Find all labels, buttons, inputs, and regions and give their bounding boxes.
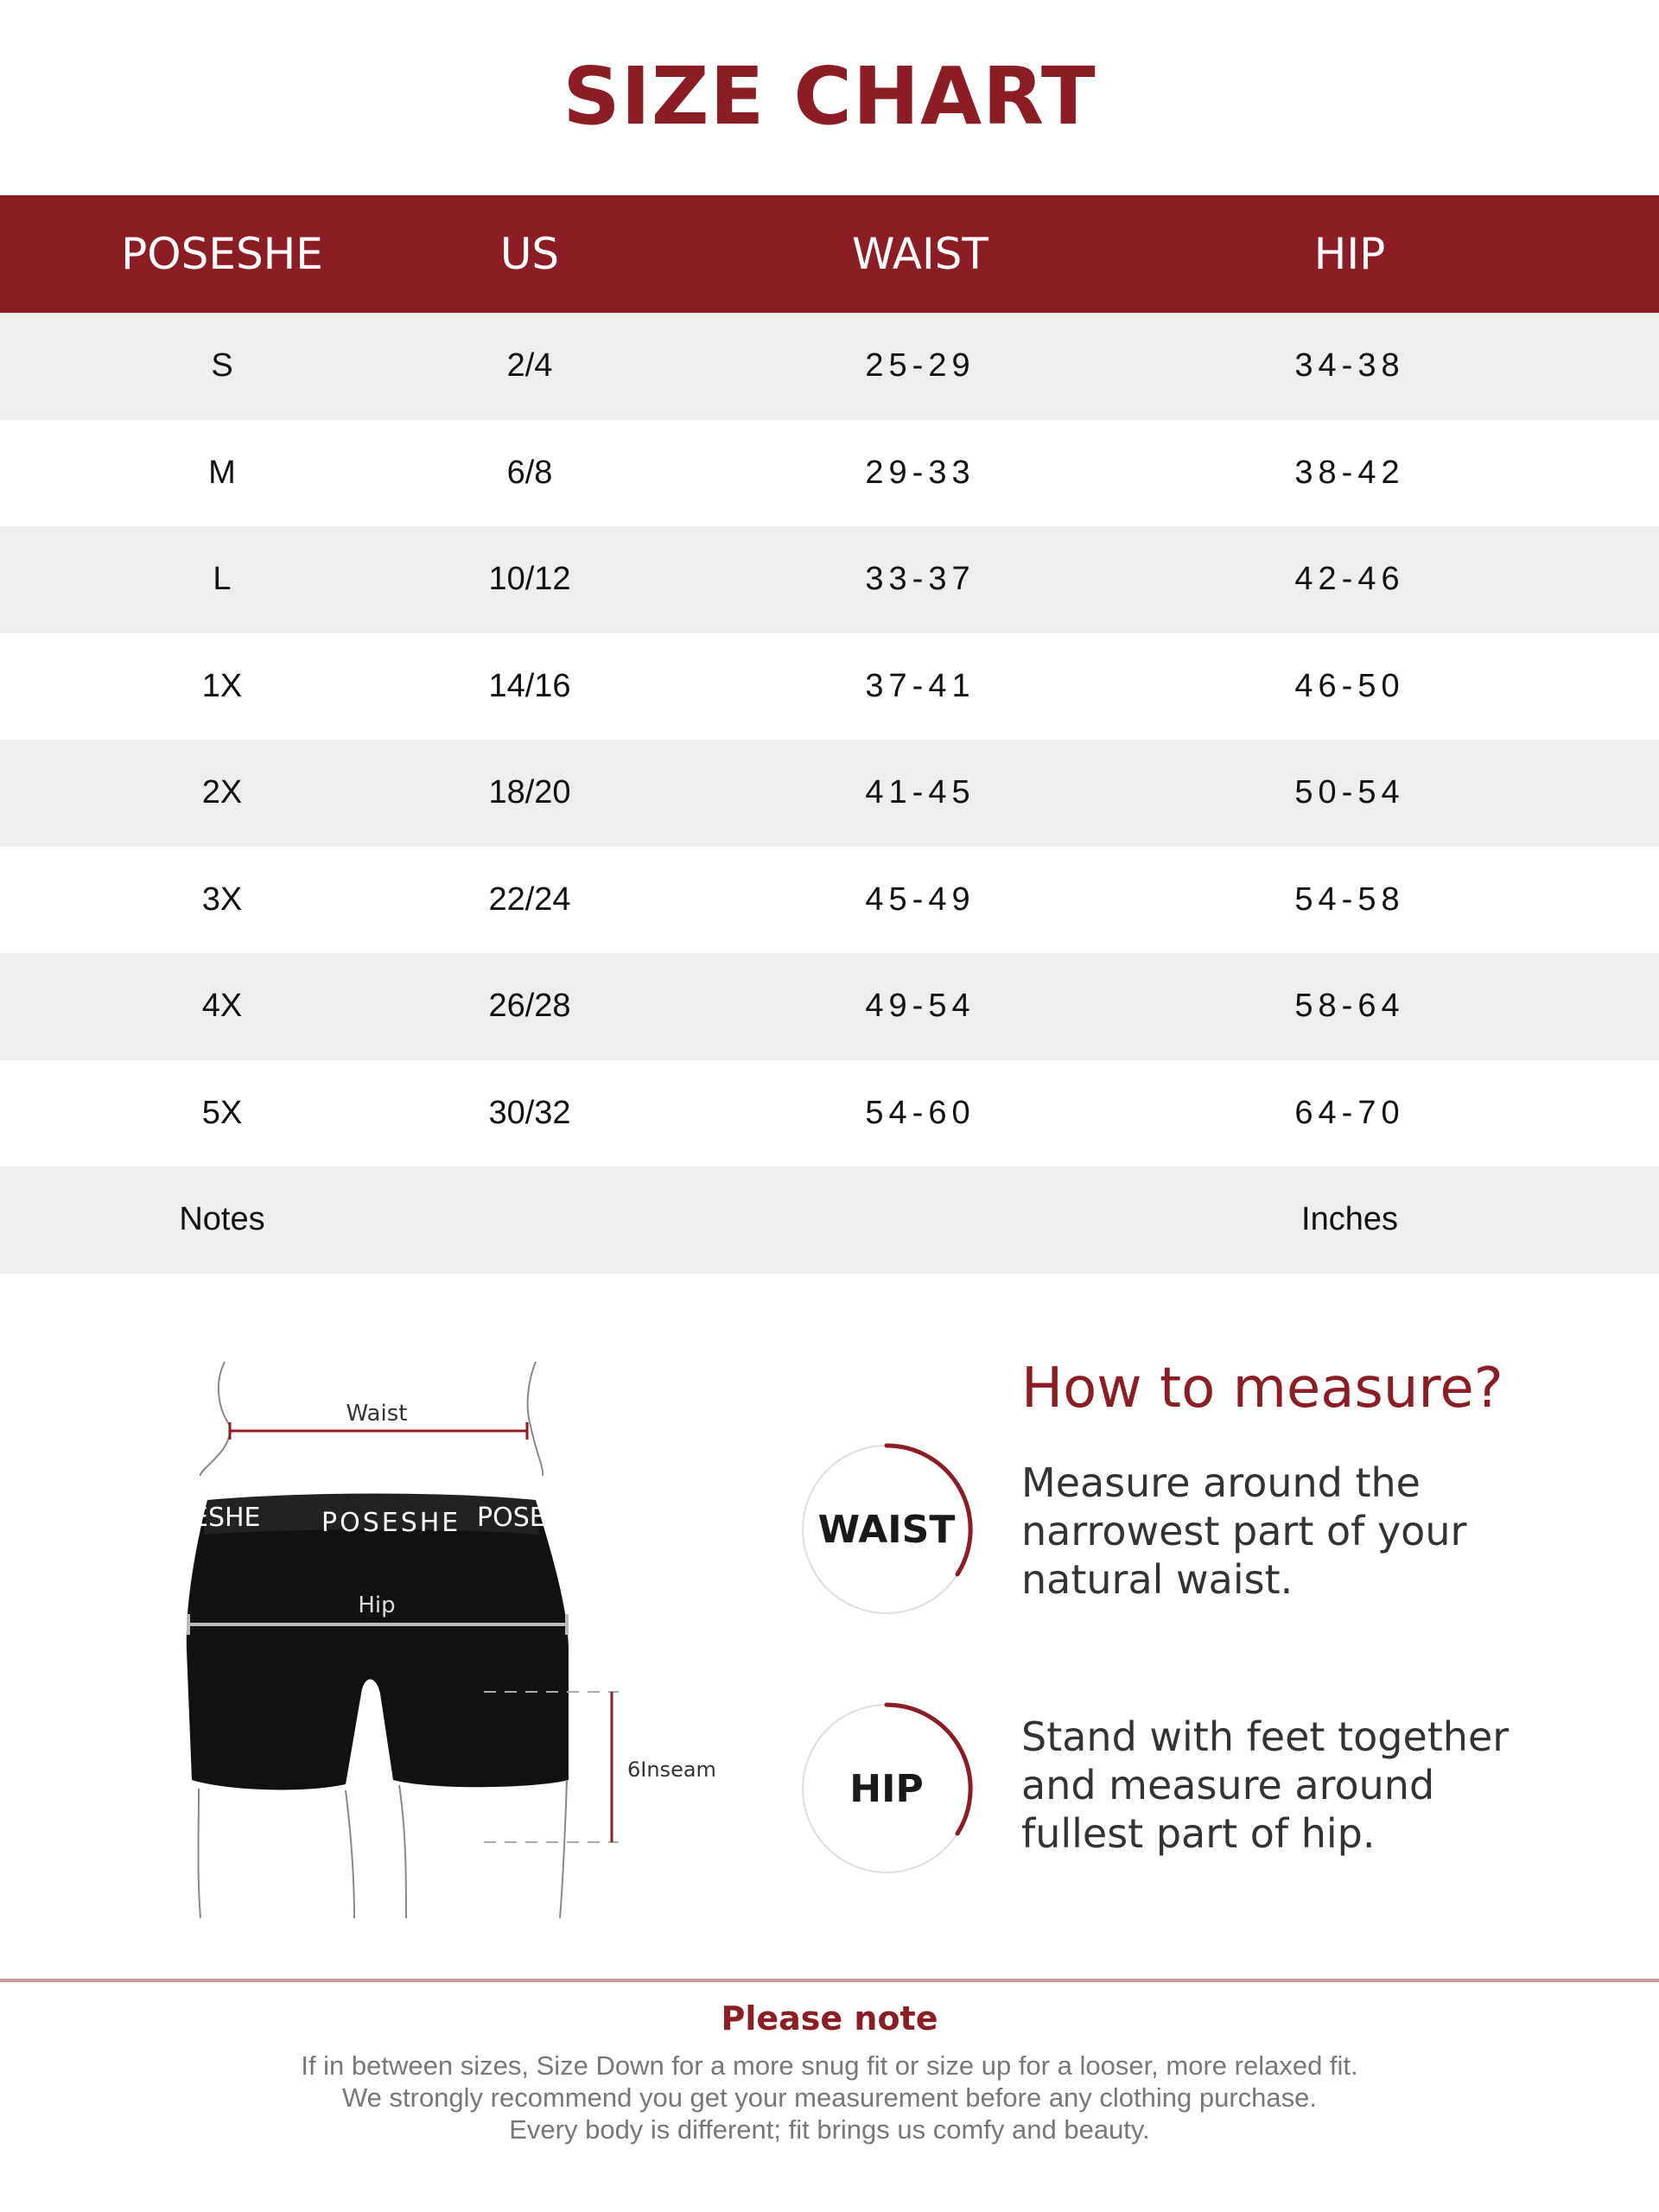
hip-desc-line: and measure around <box>1021 1762 1435 1808</box>
notes-label: Notes <box>179 1201 265 1238</box>
size-table <box>0 195 1659 1274</box>
header-hip: HIP <box>1313 229 1386 279</box>
units-label: Inches <box>1301 1201 1398 1238</box>
table-header-row <box>0 195 1659 313</box>
cell-us: 22/24 <box>488 880 571 918</box>
cell-waist: 25-29 <box>865 347 976 385</box>
table-row <box>0 420 1659 527</box>
brand-left: ESHE <box>192 1503 261 1533</box>
table-row <box>0 953 1659 1060</box>
waist-badge <box>800 1443 973 1616</box>
cell-waist: 29-33 <box>865 454 976 491</box>
header-us: US <box>499 229 560 279</box>
table-row <box>0 313 1659 420</box>
cell-hip: 42-46 <box>1294 561 1405 598</box>
cell-hip: 34-38 <box>1294 347 1405 385</box>
how-to-measure-title: How to measure? <box>1021 1357 1503 1421</box>
brand-right: POSE <box>477 1503 546 1533</box>
note-divider <box>0 1979 1659 1982</box>
hip-desc-line: fullest part of hip. <box>1021 1810 1376 1857</box>
cell-waist: 54-60 <box>865 1094 976 1131</box>
cell-us: 30/32 <box>488 1094 571 1131</box>
cell-us: 14/16 <box>488 667 571 704</box>
inseam-label: 6Inseam <box>627 1758 716 1782</box>
cell-us: 2/4 <box>506 347 553 385</box>
header-poseshe: POSESHE <box>121 229 323 279</box>
cell-hip: 58-64 <box>1294 988 1405 1025</box>
cell-us: 6/8 <box>506 454 553 491</box>
waist-label: Waist <box>346 1401 408 1427</box>
cell-size: 5X <box>201 1094 243 1131</box>
note-title: Please note <box>721 1999 938 2037</box>
cell-hip: 64-70 <box>1294 1094 1405 1131</box>
note-text <box>0 2050 1659 2145</box>
table-row <box>0 526 1659 633</box>
waist-desc-line: Measure around the <box>1021 1459 1421 1506</box>
cell-us: 10/12 <box>488 561 571 598</box>
cell-waist: 41-45 <box>865 774 976 811</box>
cell-waist: 33-37 <box>865 561 976 598</box>
hip-label: Hip <box>358 1592 396 1618</box>
cell-hip: 46-50 <box>1294 667 1405 704</box>
brand-center: POSESHE <box>321 1508 461 1538</box>
waist-badge-label: WAIST <box>817 1507 956 1552</box>
hip-badge-label: HIP <box>849 1766 924 1811</box>
cell-waist: 49-54 <box>865 988 976 1025</box>
table-row <box>0 740 1659 847</box>
cell-hip: 54-58 <box>1294 880 1405 918</box>
hip-description <box>1021 1713 1509 1858</box>
cell-size: S <box>211 347 233 385</box>
note-line: If in between sizes, Size Down for a more snug fit or size up for a looser, more relaxed fit. <box>301 2050 1358 2081</box>
cell-size: L <box>213 561 232 598</box>
table-notes-row <box>0 1166 1659 1274</box>
cell-size: 2X <box>201 774 243 811</box>
shorts-diagram <box>173 1348 743 1927</box>
cell-hip: 50-54 <box>1294 774 1405 811</box>
note-line: We strongly recommend you get your measurement before any clothing purchase. <box>341 2082 1318 2113</box>
note-line: Every body is different; fit brings us comfy and beauty. <box>509 2114 1150 2145</box>
table-row <box>0 847 1659 954</box>
cell-us: 18/20 <box>488 774 571 811</box>
cell-size: 1X <box>201 667 243 704</box>
table-row <box>0 633 1659 741</box>
shorts-shape <box>187 1500 569 1789</box>
cell-us: 26/28 <box>488 988 571 1025</box>
waist-desc-line: narrowest part of your <box>1021 1508 1467 1554</box>
cell-size: 4X <box>201 988 243 1025</box>
page-title: SIZE CHART <box>563 50 1096 143</box>
header-waist: WAIST <box>852 229 988 279</box>
cell-size: M <box>208 454 236 491</box>
cell-waist: 45-49 <box>865 880 976 918</box>
hip-desc-line: Stand with feet together <box>1021 1713 1510 1760</box>
table-row <box>0 1060 1659 1167</box>
hip-badge <box>800 1702 973 1875</box>
waist-description <box>1021 1459 1466 1604</box>
cell-size: 3X <box>201 880 243 918</box>
cell-waist: 37-41 <box>865 667 976 704</box>
waist-desc-line: natural waist. <box>1021 1556 1294 1603</box>
cell-hip: 38-42 <box>1294 454 1405 491</box>
